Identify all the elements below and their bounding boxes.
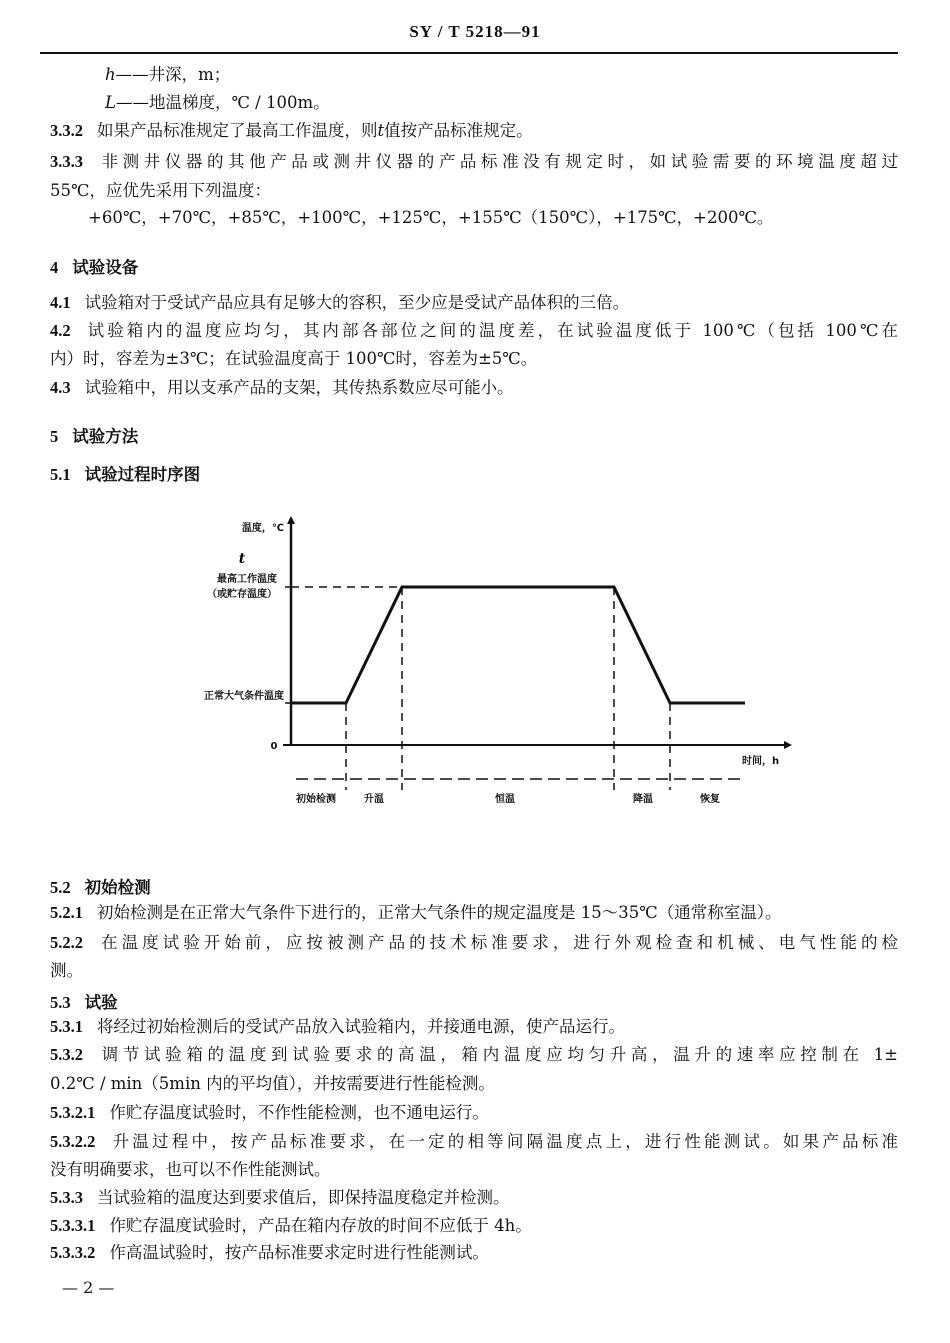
clause-number: 5.2.1 — [50, 903, 83, 922]
y-level-max-label: 最高工作温度 — [217, 574, 277, 585]
clause-number: 5.3.2.1 — [50, 1103, 96, 1122]
section-number: 5 — [50, 427, 59, 446]
y-axis-label: 温度，℃ — [241, 523, 284, 534]
clause-5-3-3 — [50, 1187, 510, 1209]
definition-l — [105, 92, 330, 114]
clause-5-3-heading — [50, 989, 118, 1013]
clause-text: 作贮存温度试验时，产品在箱内存放的时间不应低于 4h。 — [109, 1216, 532, 1235]
page-number: — 2 — — [62, 1278, 115, 1297]
section-title: 试验设备 — [72, 258, 139, 277]
phase-recovery: 恢复 — [700, 794, 720, 805]
clause-5-3-2-line2: 0.2℃ / min（5min 内的平均值），并按需要进行性能检测。 — [50, 1074, 495, 1093]
clause-text-end: 值按产品标准规定。 — [384, 121, 533, 140]
clause-5-3-2-2-line2: 没有明确要求，也可以不作性能测试。 — [50, 1160, 331, 1179]
clause-number: 5.3.3.1 — [50, 1216, 96, 1235]
y-level-ambient-label: 正常大气条件温度 — [204, 691, 284, 702]
clause-text: 在温度试验开始前，应按被测产品的技术标准要求，进行外观检查和机械、电气性能的检 — [97, 933, 898, 952]
clause-5-2-2-line2: 测。 — [50, 961, 83, 980]
clause-title: 试验 — [84, 993, 118, 1012]
clause-5-3-2-1 — [50, 1102, 489, 1124]
clause-5-3-3-1 — [50, 1215, 532, 1237]
clause-text: 非测井仪器的其他产品或测井仪器的产品标准没有规定时，如试验需要的环境温度超过 — [97, 152, 898, 171]
clause-5-1-heading — [50, 461, 200, 485]
clause-text: 试验箱对于受试产品应具有足够大的容积，至少应是受试产品体积的三倍。 — [84, 293, 630, 312]
clause-number: 5.2 — [50, 878, 71, 897]
clause-text: 升温过程中，按产品标准要求，在一定的相等间隔温度点上，进行性能测试。如果产品标准 — [109, 1132, 898, 1151]
section-number: 4 — [50, 258, 59, 277]
clause-3-3-2 — [50, 120, 533, 142]
clause-number: 5.3.3 — [50, 1188, 83, 1207]
y-marker-t: t — [238, 551, 246, 567]
clause-5-2-2-line1 — [50, 932, 898, 954]
clause-5-3-2-line1 — [50, 1044, 898, 1066]
clause-5-3-3-2 — [50, 1242, 489, 1264]
definition-l-text: ——地温梯度，℃ / 100m。 — [115, 93, 330, 112]
clause-number: 5.3.3.2 — [50, 1243, 96, 1262]
clause-number: 4.2 — [50, 321, 71, 340]
y-level-zero-label: 0 — [270, 741, 278, 752]
preferred-temperatures: +60℃，+70℃，+85℃，+100℃，+125℃，+155℃（150℃），+175℃，+200℃。 — [88, 208, 774, 227]
clause-text: 当试验箱的温度达到要求值后，即保持温度稳定并检测。 — [97, 1188, 510, 1207]
section-5-heading — [50, 423, 138, 447]
clause-text: 作贮存温度试验时，不作性能检测，也不通电运行。 — [109, 1103, 489, 1122]
clause-text: 如果产品标准规定了最高工作温度，则 — [97, 121, 378, 140]
clause-4-2-line2: 内）时，容差为±3℃；在试验温度高于 100℃时，容差为±5℃。 — [50, 349, 538, 368]
clause-text: 调节试验箱的温度到试验要求的高温，箱内温度应均匀升高，温升的速率应控制在 1± — [97, 1045, 898, 1064]
definition-h-text: ——井深，m； — [115, 65, 231, 84]
phase-initial-check: 初始检测 — [296, 794, 336, 805]
section-4-heading — [50, 254, 138, 278]
clause-number: 4.1 — [50, 293, 71, 312]
clause-number: 3.3.3 — [50, 152, 83, 171]
phase-cooling: 降温 — [633, 794, 653, 805]
clause-title: 初始检测 — [84, 878, 151, 897]
clause-3-3-3-line1 — [50, 151, 898, 173]
clause-4-3 — [50, 377, 514, 399]
phase-heating: 升温 — [364, 794, 384, 805]
clause-text: 试验箱内的温度应均匀，其内部各部位之间的温度差，在试验温度低于 100℃（包括 100℃在 — [84, 321, 898, 340]
clause-text: 将经过初始检测后的受试产品放入试验箱内，并接通电源，使产品运行。 — [97, 1017, 625, 1036]
symbol-l: L — [105, 93, 116, 112]
clause-number: 5.3.2 — [50, 1045, 83, 1064]
clause-number: 5.3.2.2 — [50, 1132, 96, 1151]
clause-4-1 — [50, 292, 629, 314]
clause-number: 5.1 — [50, 465, 71, 484]
clause-5-2-1 — [50, 902, 781, 924]
clause-3-3-3-line2: 55℃，应优先采用下列温度： — [50, 181, 271, 200]
symbol-h: h — [105, 65, 116, 84]
clause-4-2-line1 — [50, 320, 898, 342]
page-header-title: SY / T 5218—91 — [409, 22, 541, 41]
temperature-timing-chart — [0, 500, 950, 830]
clause-number: 3.3.2 — [50, 121, 83, 140]
clause-number: 5.3 — [50, 993, 71, 1012]
clause-number: 4.3 — [50, 378, 71, 397]
clause-title: 试验过程时序图 — [84, 465, 201, 484]
clause-5-2-heading — [50, 874, 151, 898]
symbol-t: t — [377, 121, 385, 140]
x-axis-label: 时间，h — [742, 756, 780, 767]
clause-5-3-2-2-line1 — [50, 1131, 898, 1153]
y-level-max-sublabel: （或贮存温度） — [207, 589, 277, 600]
phase-constant: 恒温 — [495, 794, 515, 805]
section-title: 试验方法 — [72, 427, 139, 446]
temperature-profile-line — [291, 587, 745, 703]
header-rule — [40, 52, 898, 54]
clause-number: 5.2.2 — [50, 933, 83, 952]
clause-text: 作高温试验时，按产品标准要求定时进行性能测试。 — [109, 1243, 489, 1262]
clause-number: 5.3.1 — [50, 1017, 83, 1036]
clause-text: 试验箱中，用以支承产品的支架，其传热系数应尽可能小。 — [84, 378, 514, 397]
definition-h — [105, 64, 230, 86]
clause-text: 初始检测是在正常大气条件下进行的，正常大气条件的规定温度是 15～35℃（通常称室温）。 — [97, 903, 782, 922]
clause-5-3-1 — [50, 1016, 625, 1038]
